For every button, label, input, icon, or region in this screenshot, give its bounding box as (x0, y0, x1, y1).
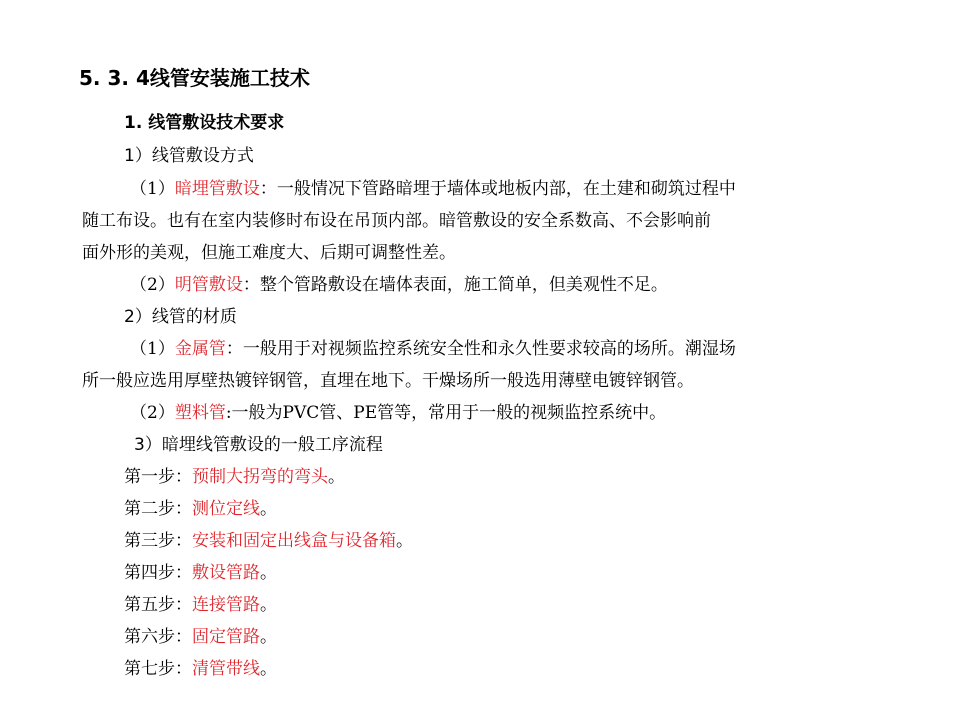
paragraph-plastic (130, 398, 666, 423)
item-number: （2） (130, 275, 175, 295)
step-end: 。 (328, 467, 345, 487)
step-label: 第二步： (124, 499, 192, 519)
step-7 (124, 654, 277, 679)
step-text: 连接管路 (192, 595, 260, 615)
section-heading-1: 1. 线管敷设技术要求 (124, 113, 285, 133)
step-5 (124, 590, 277, 615)
paragraph-concealed-line-3: 面外形的美观，但施工难度大、后期可调整性差。 (82, 243, 456, 263)
page-title: 5. 3. 4线管安装施工技术 (79, 66, 310, 90)
step-end: 。 (396, 531, 413, 551)
paragraph-concealed-line-2: 随工布设。也有在室内装修时布设在吊顶内部。暗管敷设的安全系数高、不会影响前 (82, 211, 711, 231)
paragraph-exposed (130, 270, 668, 295)
term-exposed-pipe: 明管敷设 (174, 275, 243, 295)
step-label: 第五步： (124, 595, 192, 615)
item-number: （2） (130, 403, 175, 423)
term-metal-pipe: 金属管 (174, 339, 226, 359)
item-text: ：整个管路敷设在墙体表面，施工简单，但美观性不足。 (242, 275, 668, 295)
step-end: 。 (260, 595, 277, 615)
subsection-heading-3: 3）暗埋线管敷设的一般工序流程 (134, 435, 383, 455)
step-2 (124, 494, 277, 519)
subsection-heading-2: 2）线管的材质 (124, 307, 237, 327)
step-4 (124, 558, 277, 583)
subsection-heading-1: 1）线管敷设方式 (124, 146, 254, 166)
step-text: 敷设管路 (192, 563, 260, 583)
paragraph-concealed-line-1 (130, 174, 736, 199)
item-text: ：一般用于对视频监控系统安全性和永久性要求较高的场所。潮湿场 (225, 339, 736, 359)
step-6 (124, 622, 277, 647)
step-text: 测位定线 (192, 499, 260, 519)
term-plastic-pipe: 塑料管 (174, 403, 226, 423)
step-end: 。 (260, 627, 277, 647)
step-text: 安装和固定出线盒与设备箱 (192, 531, 396, 551)
step-end: 。 (260, 659, 277, 679)
step-label: 第一步： (124, 467, 192, 487)
step-text: 预制大拐弯的弯头 (192, 467, 328, 487)
step-end: 。 (260, 563, 277, 583)
item-number: （1） (130, 179, 175, 199)
item-number: （1） (130, 339, 175, 359)
step-label: 第三步： (124, 531, 192, 551)
paragraph-metal-line-1 (130, 334, 736, 359)
term-concealed-pipe: 暗埋管敷设 (174, 179, 260, 199)
item-text: :一般为PVC管、PE管等，常用于一般的视频监控系统中。 (225, 403, 667, 423)
step-1 (124, 462, 345, 487)
paragraph-metal-line-2: 所一般应选用厚壁热镀锌钢管，直埋在地下。干燥场所一般选用薄壁电镀锌钢管。 (82, 371, 694, 391)
step-label: 第六步： (124, 627, 192, 647)
step-text: 固定管路 (192, 627, 260, 647)
step-end: 。 (260, 499, 277, 519)
step-3 (124, 526, 413, 551)
step-text: 清管带线 (192, 659, 260, 679)
step-label: 第七步： (124, 659, 192, 679)
item-text: ：一般情况下管路暗埋于墙体或地板内部，在土建和砌筑过程中 (259, 179, 736, 199)
step-label: 第四步： (124, 563, 192, 583)
